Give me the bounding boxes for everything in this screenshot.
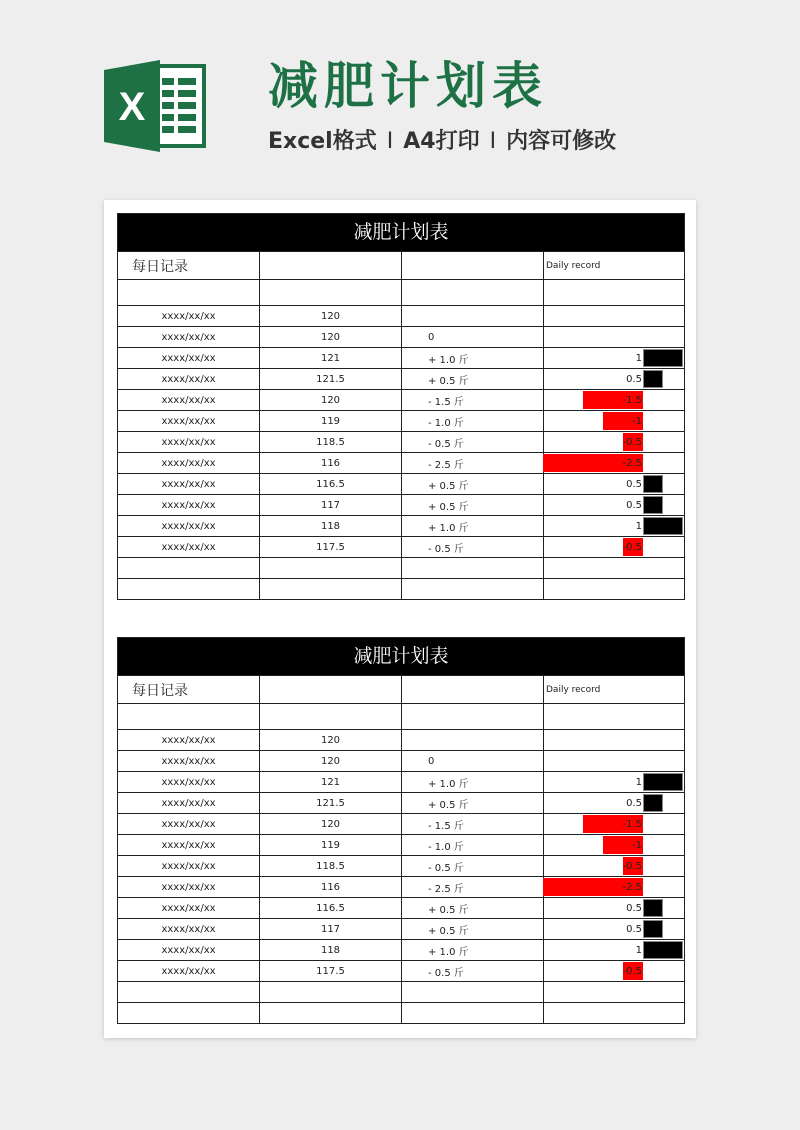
change-cell[interactable]: - 0.5 斤 bbox=[402, 432, 544, 452]
record-value: 0.5 bbox=[626, 499, 642, 511]
weight-cell[interactable]: 118.5 bbox=[260, 856, 402, 876]
record-cell[interactable] bbox=[544, 856, 684, 876]
record-value: 0.5 bbox=[626, 797, 642, 809]
empty-cell[interactable] bbox=[260, 982, 402, 1002]
weight-cell[interactable]: 121.5 bbox=[260, 793, 402, 813]
record-value: -1.5 bbox=[622, 394, 642, 406]
change-cell[interactable]: + 0.5 斤 bbox=[402, 898, 544, 918]
weight-cell[interactable]: 120 bbox=[260, 730, 402, 750]
record-value: -2.5 bbox=[622, 457, 642, 469]
subtitle-part-print: A4打印 bbox=[403, 129, 480, 154]
date-cell[interactable]: xxxx/xx/xx bbox=[118, 537, 260, 557]
empty-cell[interactable] bbox=[402, 252, 544, 279]
date-cell[interactable]: xxxx/xx/xx bbox=[118, 772, 260, 792]
empty-cell[interactable] bbox=[260, 579, 402, 599]
change-cell[interactable]: - 0.5 斤 bbox=[402, 537, 544, 557]
empty-cell[interactable] bbox=[402, 579, 544, 599]
subtitle-part-format: Excel格式 bbox=[268, 129, 377, 154]
change-cell[interactable]: + 0.5 斤 bbox=[402, 369, 544, 389]
record-cell[interactable] bbox=[544, 772, 684, 792]
empty-cell[interactable] bbox=[402, 1003, 544, 1023]
empty-cell[interactable] bbox=[402, 704, 544, 729]
empty-cell[interactable] bbox=[544, 704, 684, 729]
table-row bbox=[118, 834, 684, 855]
record-cell[interactable] bbox=[544, 369, 684, 389]
date-cell[interactable]: xxxx/xx/xx bbox=[118, 835, 260, 855]
table-row bbox=[118, 939, 684, 960]
table-row bbox=[118, 410, 684, 431]
plan-sheet bbox=[117, 213, 685, 600]
weight-cell[interactable]: 117.5 bbox=[260, 961, 402, 981]
record-cell[interactable] bbox=[544, 877, 684, 897]
empty-cell[interactable] bbox=[260, 704, 402, 729]
record-value: -0.5 bbox=[622, 965, 642, 977]
record-value: 0.5 bbox=[626, 373, 642, 385]
record-cell[interactable] bbox=[544, 835, 684, 855]
empty-cell[interactable] bbox=[544, 1003, 684, 1023]
record-value: -0.5 bbox=[622, 541, 642, 553]
record-value: 1 bbox=[635, 352, 642, 364]
record-cell[interactable] bbox=[544, 474, 684, 494]
record-cell[interactable] bbox=[544, 919, 684, 939]
blank-row bbox=[118, 279, 684, 305]
change-cell[interactable]: - 0.5 斤 bbox=[402, 856, 544, 876]
table-row bbox=[118, 536, 684, 557]
table-row bbox=[118, 918, 684, 939]
date-cell[interactable]: xxxx/xx/xx bbox=[118, 940, 260, 960]
table-row bbox=[118, 750, 684, 771]
table-row bbox=[118, 876, 684, 897]
table-row bbox=[118, 792, 684, 813]
record-value: -1 bbox=[632, 839, 642, 851]
daily-record-bar bbox=[643, 370, 663, 388]
table-row bbox=[118, 326, 684, 347]
change-cell[interactable]: + 1.0 斤 bbox=[402, 772, 544, 792]
date-cell[interactable]: xxxx/xx/xx bbox=[118, 856, 260, 876]
weight-cell[interactable]: 118 bbox=[260, 940, 402, 960]
page-subtitle bbox=[268, 126, 616, 158]
record-cell[interactable] bbox=[544, 940, 684, 960]
daily-log-label: 每日记录 bbox=[118, 676, 260, 703]
change-cell[interactable]: - 1.0 斤 bbox=[402, 411, 544, 431]
weight-cell[interactable]: 121 bbox=[260, 348, 402, 368]
weight-cell[interactable]: 120 bbox=[260, 327, 402, 347]
table-row bbox=[118, 347, 684, 368]
date-cell[interactable]: xxxx/xx/xx bbox=[118, 919, 260, 939]
record-value: -1.5 bbox=[622, 818, 642, 830]
daily-record-bar bbox=[643, 920, 663, 938]
record-value: 1 bbox=[635, 520, 642, 532]
excel-logo-icon bbox=[104, 58, 208, 154]
empty-cell[interactable] bbox=[118, 579, 260, 599]
record-value: -1 bbox=[632, 415, 642, 427]
date-cell[interactable]: xxxx/xx/xx bbox=[118, 516, 260, 536]
record-cell[interactable] bbox=[544, 495, 684, 515]
date-cell[interactable]: xxxx/xx/xx bbox=[118, 390, 260, 410]
change-cell[interactable]: + 0.5 斤 bbox=[402, 793, 544, 813]
sheet-title: 减肥计划表 bbox=[118, 638, 684, 675]
weight-cell[interactable]: 120 bbox=[260, 390, 402, 410]
record-cell[interactable] bbox=[544, 751, 684, 771]
empty-cell[interactable] bbox=[544, 280, 684, 305]
change-cell[interactable]: 0 bbox=[402, 751, 544, 771]
date-cell[interactable]: xxxx/xx/xx bbox=[118, 961, 260, 981]
change-cell[interactable]: + 0.5 斤 bbox=[402, 474, 544, 494]
table-row bbox=[118, 897, 684, 918]
record-cell[interactable] bbox=[544, 814, 684, 834]
record-value: -0.5 bbox=[622, 860, 642, 872]
record-cell[interactable] bbox=[544, 898, 684, 918]
weight-cell[interactable]: 117.5 bbox=[260, 537, 402, 557]
date-cell[interactable]: xxxx/xx/xx bbox=[118, 327, 260, 347]
change-cell[interactable]: - 1.5 斤 bbox=[402, 814, 544, 834]
table-row bbox=[118, 305, 684, 326]
date-cell[interactable]: xxxx/xx/xx bbox=[118, 793, 260, 813]
change-cell[interactable]: - 0.5 斤 bbox=[402, 961, 544, 981]
blank-row bbox=[118, 1002, 684, 1023]
weight-cell[interactable]: 116.5 bbox=[260, 898, 402, 918]
record-value: 0.5 bbox=[626, 478, 642, 490]
empty-cell[interactable] bbox=[260, 558, 402, 578]
change-cell[interactable]: - 1.0 斤 bbox=[402, 835, 544, 855]
change-cell[interactable]: + 0.5 斤 bbox=[402, 919, 544, 939]
table-row bbox=[118, 771, 684, 792]
date-cell[interactable]: xxxx/xx/xx bbox=[118, 348, 260, 368]
date-cell[interactable]: xxxx/xx/xx bbox=[118, 898, 260, 918]
weight-cell[interactable]: 116 bbox=[260, 877, 402, 897]
weight-cell[interactable]: 117 bbox=[260, 919, 402, 939]
page-title: 减肥计划表 bbox=[268, 57, 548, 115]
empty-cell[interactable] bbox=[544, 579, 684, 599]
change-cell[interactable]: - 2.5 斤 bbox=[402, 453, 544, 473]
date-cell[interactable]: xxxx/xx/xx bbox=[118, 495, 260, 515]
daily-record-label: Daily record bbox=[546, 260, 601, 271]
record-value: -2.5 bbox=[622, 881, 642, 893]
daily-record-bar bbox=[643, 475, 663, 493]
change-cell[interactable]: + 1.0 斤 bbox=[402, 940, 544, 960]
plan-sheet bbox=[117, 637, 685, 1024]
table-row bbox=[118, 729, 684, 750]
date-cell[interactable]: xxxx/xx/xx bbox=[118, 306, 260, 326]
date-cell[interactable]: xxxx/xx/xx bbox=[118, 474, 260, 494]
subtitle-separator: I bbox=[489, 129, 497, 154]
change-cell[interactable] bbox=[402, 730, 544, 750]
table-row bbox=[118, 813, 684, 834]
date-cell[interactable]: xxxx/xx/xx bbox=[118, 432, 260, 452]
record-value: 1 bbox=[635, 944, 642, 956]
empty-cell[interactable] bbox=[402, 558, 544, 578]
empty-cell[interactable] bbox=[118, 1003, 260, 1023]
date-cell[interactable]: xxxx/xx/xx bbox=[118, 730, 260, 750]
daily-log-label: 每日记录 bbox=[118, 252, 260, 279]
empty-cell[interactable] bbox=[402, 676, 544, 703]
empty-cell[interactable] bbox=[260, 252, 402, 279]
change-cell[interactable]: - 2.5 斤 bbox=[402, 877, 544, 897]
date-cell[interactable]: xxxx/xx/xx bbox=[118, 369, 260, 389]
record-cell[interactable] bbox=[544, 411, 684, 431]
record-cell[interactable] bbox=[544, 793, 684, 813]
weight-cell[interactable]: 121 bbox=[260, 772, 402, 792]
daily-record-bar bbox=[643, 773, 683, 791]
change-cell[interactable]: + 0.5 斤 bbox=[402, 495, 544, 515]
sheet-title: 减肥计划表 bbox=[118, 214, 684, 251]
record-cell[interactable] bbox=[544, 306, 684, 326]
daily-record-bar bbox=[643, 794, 663, 812]
logo-letter: X bbox=[118, 85, 146, 129]
record-cell[interactable] bbox=[544, 537, 684, 557]
weight-cell[interactable]: 118 bbox=[260, 516, 402, 536]
table-row bbox=[118, 855, 684, 876]
table-row bbox=[118, 368, 684, 389]
weight-cell[interactable]: 120 bbox=[260, 306, 402, 326]
record-value: -0.5 bbox=[622, 436, 642, 448]
date-cell[interactable]: xxxx/xx/xx bbox=[118, 877, 260, 897]
weight-cell[interactable]: 116.5 bbox=[260, 474, 402, 494]
weight-cell[interactable]: 121.5 bbox=[260, 369, 402, 389]
table-row bbox=[118, 960, 684, 981]
blank-row bbox=[118, 703, 684, 729]
blank-row bbox=[118, 981, 684, 1002]
empty-cell[interactable] bbox=[402, 280, 544, 305]
empty-cell[interactable] bbox=[260, 1003, 402, 1023]
table-row bbox=[118, 473, 684, 494]
change-cell[interactable]: - 1.5 斤 bbox=[402, 390, 544, 410]
weight-cell[interactable]: 117 bbox=[260, 495, 402, 515]
daily-record-bar bbox=[643, 496, 663, 514]
record-cell[interactable] bbox=[544, 730, 684, 750]
daily-record-label: Daily record bbox=[546, 684, 601, 695]
date-cell[interactable]: xxxx/xx/xx bbox=[118, 751, 260, 771]
record-cell[interactable] bbox=[544, 453, 684, 473]
weight-cell[interactable]: 120 bbox=[260, 814, 402, 834]
weight-cell[interactable]: 118.5 bbox=[260, 432, 402, 452]
empty-cell[interactable] bbox=[544, 982, 684, 1002]
record-cell[interactable] bbox=[544, 432, 684, 452]
record-cell[interactable] bbox=[544, 516, 684, 536]
weight-cell[interactable]: 116 bbox=[260, 453, 402, 473]
record-value: 1 bbox=[635, 776, 642, 788]
subtitle-part-edit: 内容可修改 bbox=[506, 129, 617, 154]
table-row bbox=[118, 515, 684, 536]
record-cell[interactable] bbox=[544, 348, 684, 368]
table-row bbox=[118, 431, 684, 452]
table-row bbox=[118, 494, 684, 515]
paper-preview bbox=[104, 200, 696, 1038]
empty-cell[interactable] bbox=[118, 704, 260, 729]
table-row bbox=[118, 452, 684, 473]
blank-row bbox=[118, 578, 684, 599]
daily-record-bar bbox=[643, 941, 683, 959]
date-cell[interactable]: xxxx/xx/xx bbox=[118, 411, 260, 431]
table-row bbox=[118, 389, 684, 410]
empty-cell[interactable] bbox=[260, 280, 402, 305]
record-cell[interactable] bbox=[544, 961, 684, 981]
record-cell[interactable] bbox=[544, 327, 684, 347]
empty-cell[interactable] bbox=[260, 676, 402, 703]
subtitle-separator: I bbox=[386, 129, 394, 154]
empty-cell[interactable] bbox=[402, 982, 544, 1002]
change-cell[interactable]: 0 bbox=[402, 327, 544, 347]
empty-cell[interactable] bbox=[118, 558, 260, 578]
date-cell[interactable]: xxxx/xx/xx bbox=[118, 814, 260, 834]
empty-cell[interactable] bbox=[544, 558, 684, 578]
change-cell[interactable] bbox=[402, 306, 544, 326]
record-value: 0.5 bbox=[626, 923, 642, 935]
daily-record-bar bbox=[643, 899, 663, 917]
change-cell[interactable]: + 1.0 斤 bbox=[402, 516, 544, 536]
label-row bbox=[118, 251, 684, 279]
empty-cell[interactable] bbox=[118, 280, 260, 305]
daily-record-bar bbox=[643, 517, 683, 535]
date-cell[interactable]: xxxx/xx/xx bbox=[118, 453, 260, 473]
label-row bbox=[118, 675, 684, 703]
record-cell[interactable] bbox=[544, 390, 684, 410]
change-cell[interactable]: + 1.0 斤 bbox=[402, 348, 544, 368]
weight-cell[interactable]: 120 bbox=[260, 751, 402, 771]
daily-record-bar bbox=[643, 349, 683, 367]
weight-cell[interactable]: 119 bbox=[260, 835, 402, 855]
weight-cell[interactable]: 119 bbox=[260, 411, 402, 431]
blank-row bbox=[118, 557, 684, 578]
record-value: 0.5 bbox=[626, 902, 642, 914]
empty-cell[interactable] bbox=[118, 982, 260, 1002]
